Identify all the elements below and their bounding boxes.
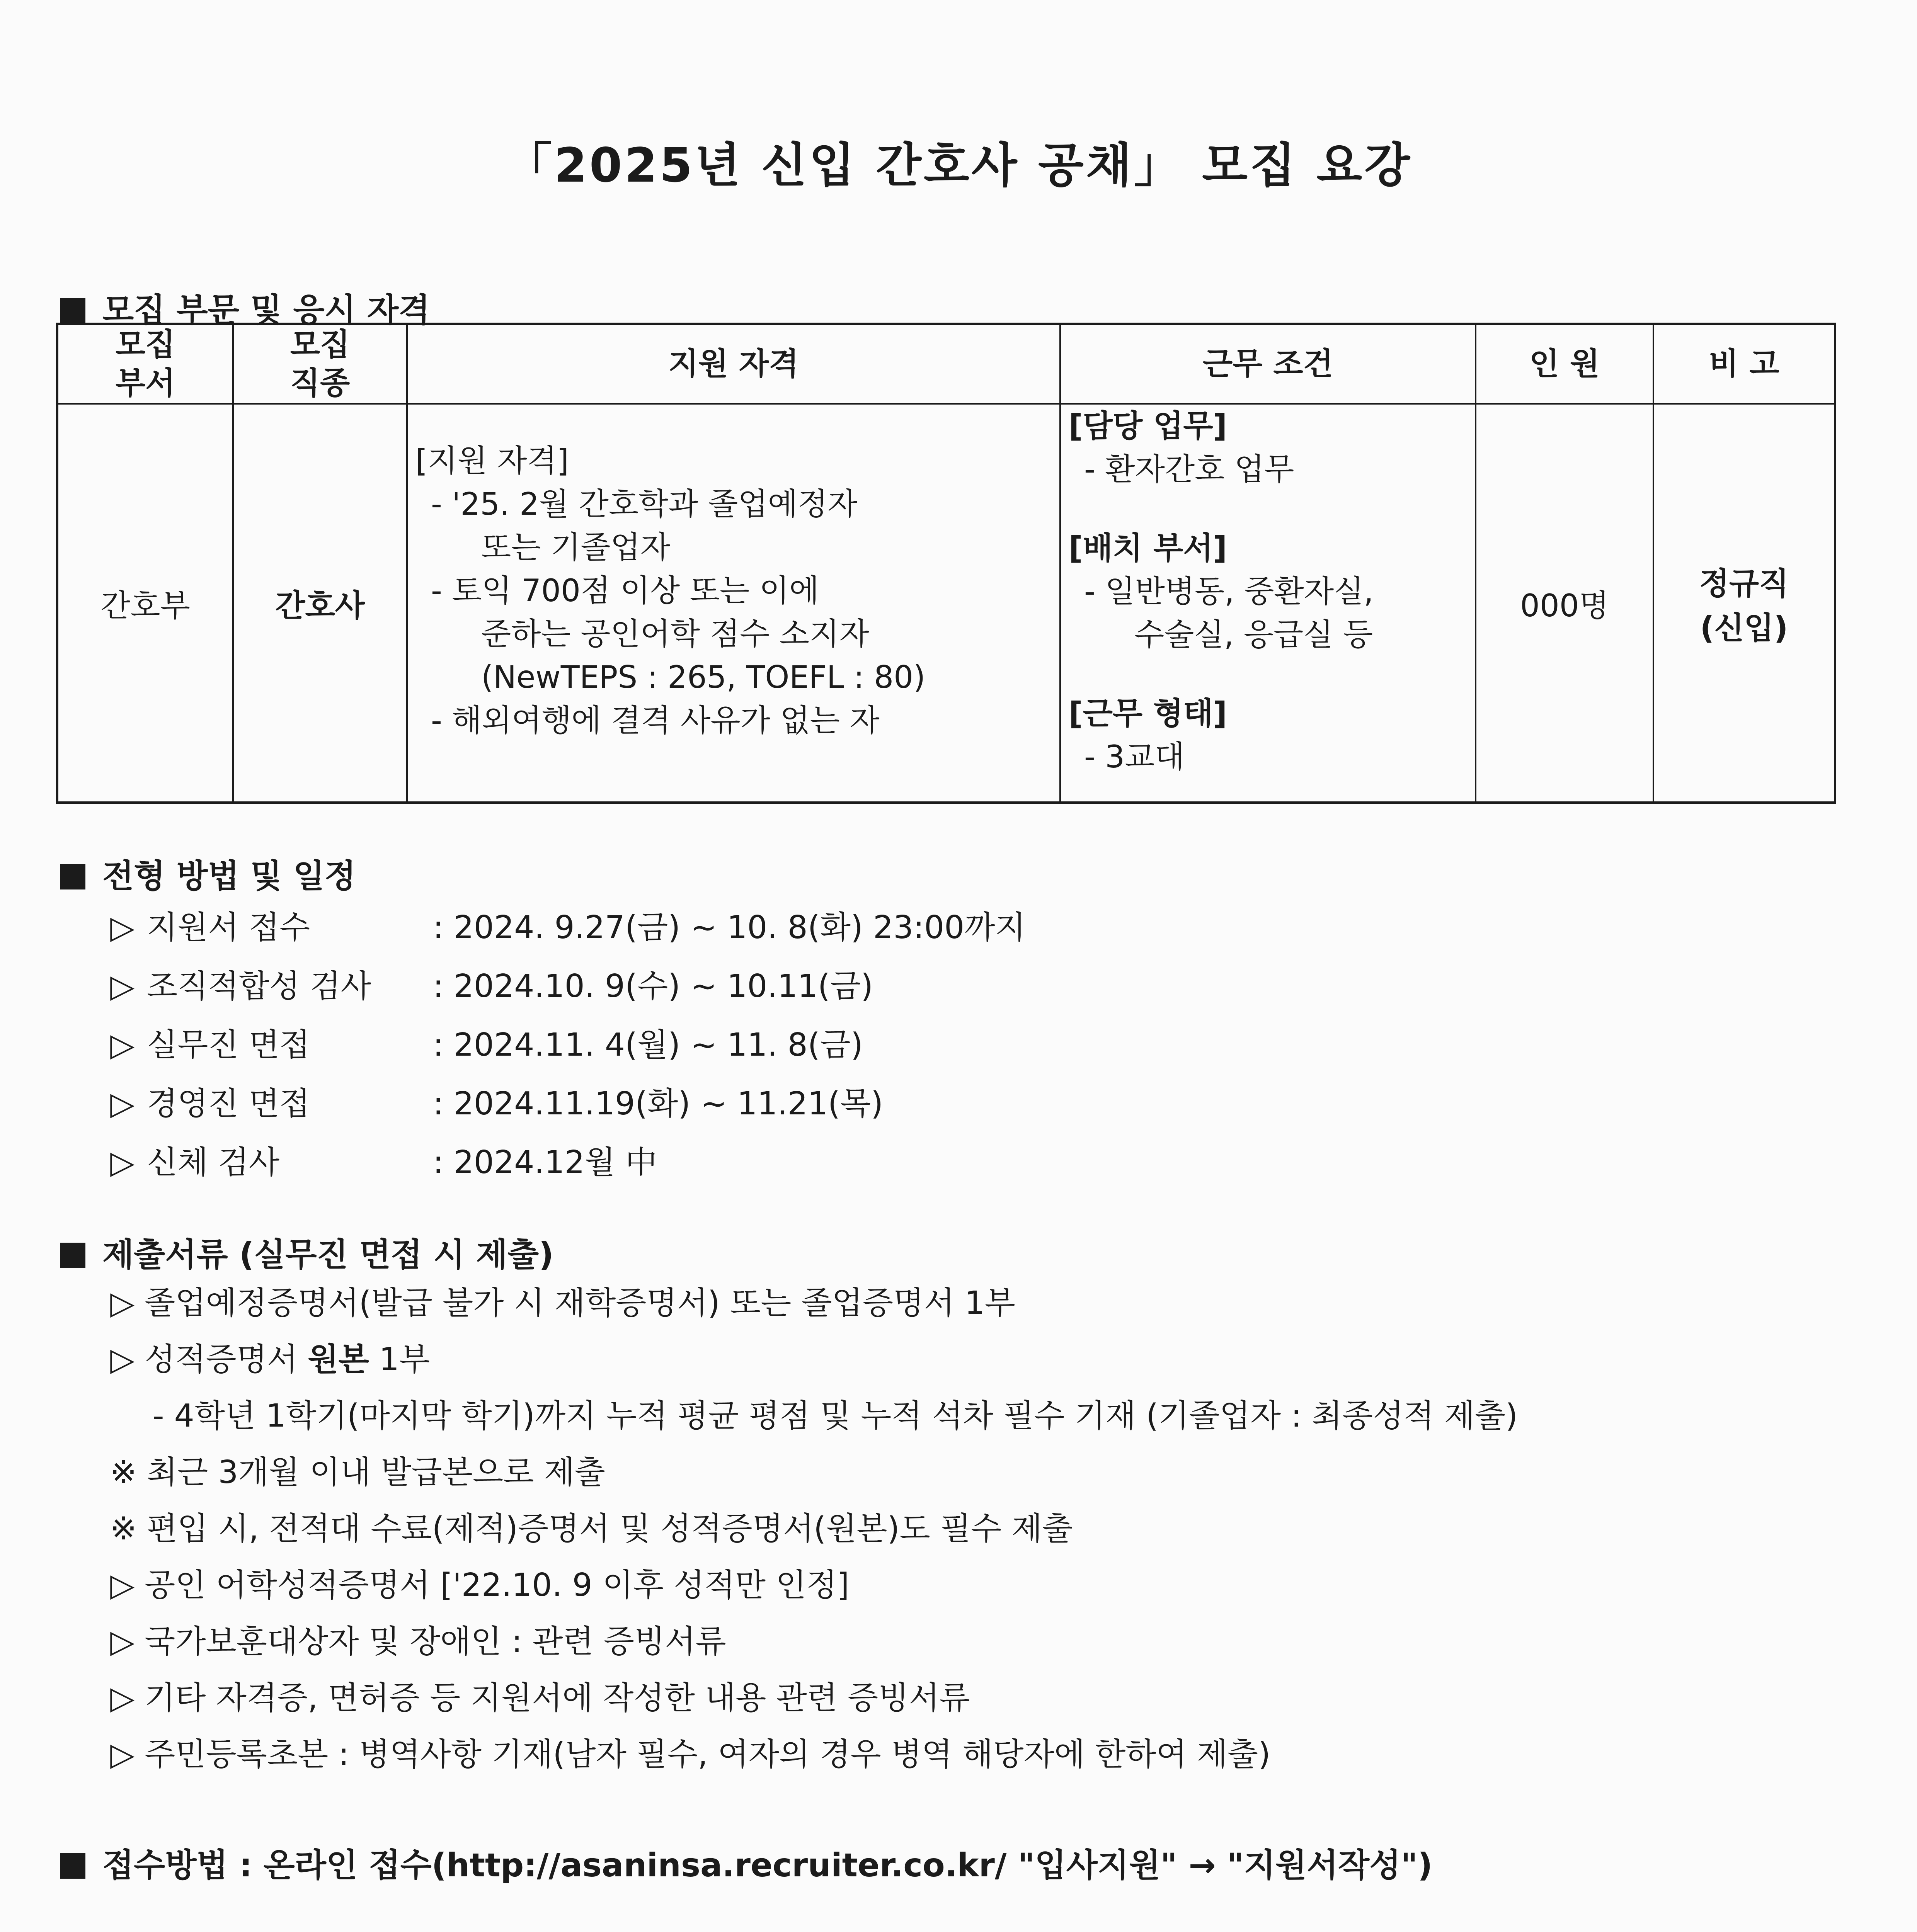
list-item: ※ 최근 3개월 이내 발급본으로 제출	[110, 1454, 605, 1491]
documents-list	[110, 1275, 1518, 1783]
square-bullet-icon	[60, 1853, 85, 1879]
list-item: ▷ 공인 어학성적증명서 ['22.10. 9 이후 성적만 인정]	[110, 1567, 850, 1604]
header-job: 모집 직종	[233, 324, 407, 404]
header-qualification: 지원 자격	[407, 324, 1060, 404]
square-bullet-icon	[60, 864, 85, 889]
table-row	[57, 404, 1835, 803]
list-item: ▷ 지원서 접수 : 2024. 9.27(금) ~ 10. 8(화) 23:00까지	[110, 898, 1026, 957]
cell-job: 간호사	[233, 404, 407, 803]
schedule-list	[110, 898, 1026, 1192]
cell-remarks: 정규직 (신입)	[1653, 404, 1835, 803]
list-item: ▷ 실무진 면접 : 2024.11. 4(월) ~ 11. 8(금)	[110, 1016, 1026, 1075]
table-header-row	[57, 324, 1835, 404]
list-item: ※ 편입 시, 전적대 수료(제적)증명서 및 성적증명서(원본)도 필수 제출	[110, 1510, 1073, 1547]
list-item: ▷ 주민등록초본 : 병역사항 기재(남자 필수, 여자의 경우 병역 해당자에 한하여 제출)	[110, 1736, 1271, 1773]
list-item: ▷ 기타 자격증, 면허증 등 지원서에 작성한 내용 관련 증빙서류	[110, 1680, 970, 1716]
arrow-bullet-icon: ▷	[110, 909, 135, 946]
list-item: ▷ 조직적합성 검사 : 2024.10. 9(수) ~ 10.11(금)	[110, 957, 1026, 1016]
header-count: 인 원	[1476, 324, 1653, 404]
header-remarks: 비 고	[1653, 324, 1835, 404]
section-documents-heading: 제출서류 (실무진 면접 시 제출)	[60, 1229, 554, 1276]
square-bullet-icon	[60, 1243, 85, 1268]
section-application-method: 접수방법 : 온라인 접수(http://asaninsa.recruiter.co.kr/ "입사지원" → "지원서작성")	[60, 1839, 1432, 1886]
recruitment-table	[56, 323, 1836, 804]
cell-qualification: [지원 자격] - '25. 2월 간호학과 졸업예정자 또는 기졸업자 - 토익 700점 이상 또는 이에 준하는 공인어학 점수 소지자 (NewTEPS : 265, TOEFL : 80) - 해외여행에 결격 사유가 없는 자	[407, 404, 1060, 803]
arrow-bullet-icon: ▷	[110, 1144, 135, 1181]
page-title: 「2025년 신입 간호사 공채」 모집 요강	[504, 138, 1413, 193]
list-item: ▷ 졸업예정증명서(발급 불가 시 재학증명서) 또는 졸업증명서 1부	[110, 1285, 1015, 1321]
list-item: ▷ 국가보훈대상자 및 장애인 : 관련 증빙서류	[110, 1623, 726, 1660]
list-item: - 4학년 1학기(마지막 학기)까지 누적 평균 평점 및 누적 석차 필수 기재 (기졸업자 : 최종성적 제출)	[153, 1398, 1518, 1434]
section-schedule-heading: 전형 방법 및 일정	[60, 850, 356, 897]
section-recruitment-heading: 모집 부문 및 응시 자격	[60, 284, 430, 331]
arrow-bullet-icon: ▷	[110, 1085, 135, 1122]
arrow-bullet-icon: ▷	[110, 1027, 135, 1063]
cell-count: 000명	[1476, 404, 1653, 803]
arrow-bullet-icon: ▷	[110, 968, 135, 1005]
list-item: ▷ 성적증명서 원본 1부	[110, 1341, 430, 1378]
list-item: ▷ 신체 검사 : 2024.12월 中	[110, 1133, 1026, 1192]
cell-dept: 간호부	[57, 404, 233, 803]
header-conditions: 근무 조건	[1060, 324, 1476, 404]
square-bullet-icon	[60, 298, 85, 323]
header-dept: 모집 부서	[57, 324, 233, 404]
cell-conditions: [담당 업무] - 환자간호 업무 [배치 부서] - 일반병동, 중환자실, 수술실, 응급실 등 [근무 형태] - 3교대	[1060, 404, 1476, 803]
list-item: ▷ 경영진 면접 : 2024.11.19(화) ~ 11.21(목)	[110, 1075, 1026, 1133]
